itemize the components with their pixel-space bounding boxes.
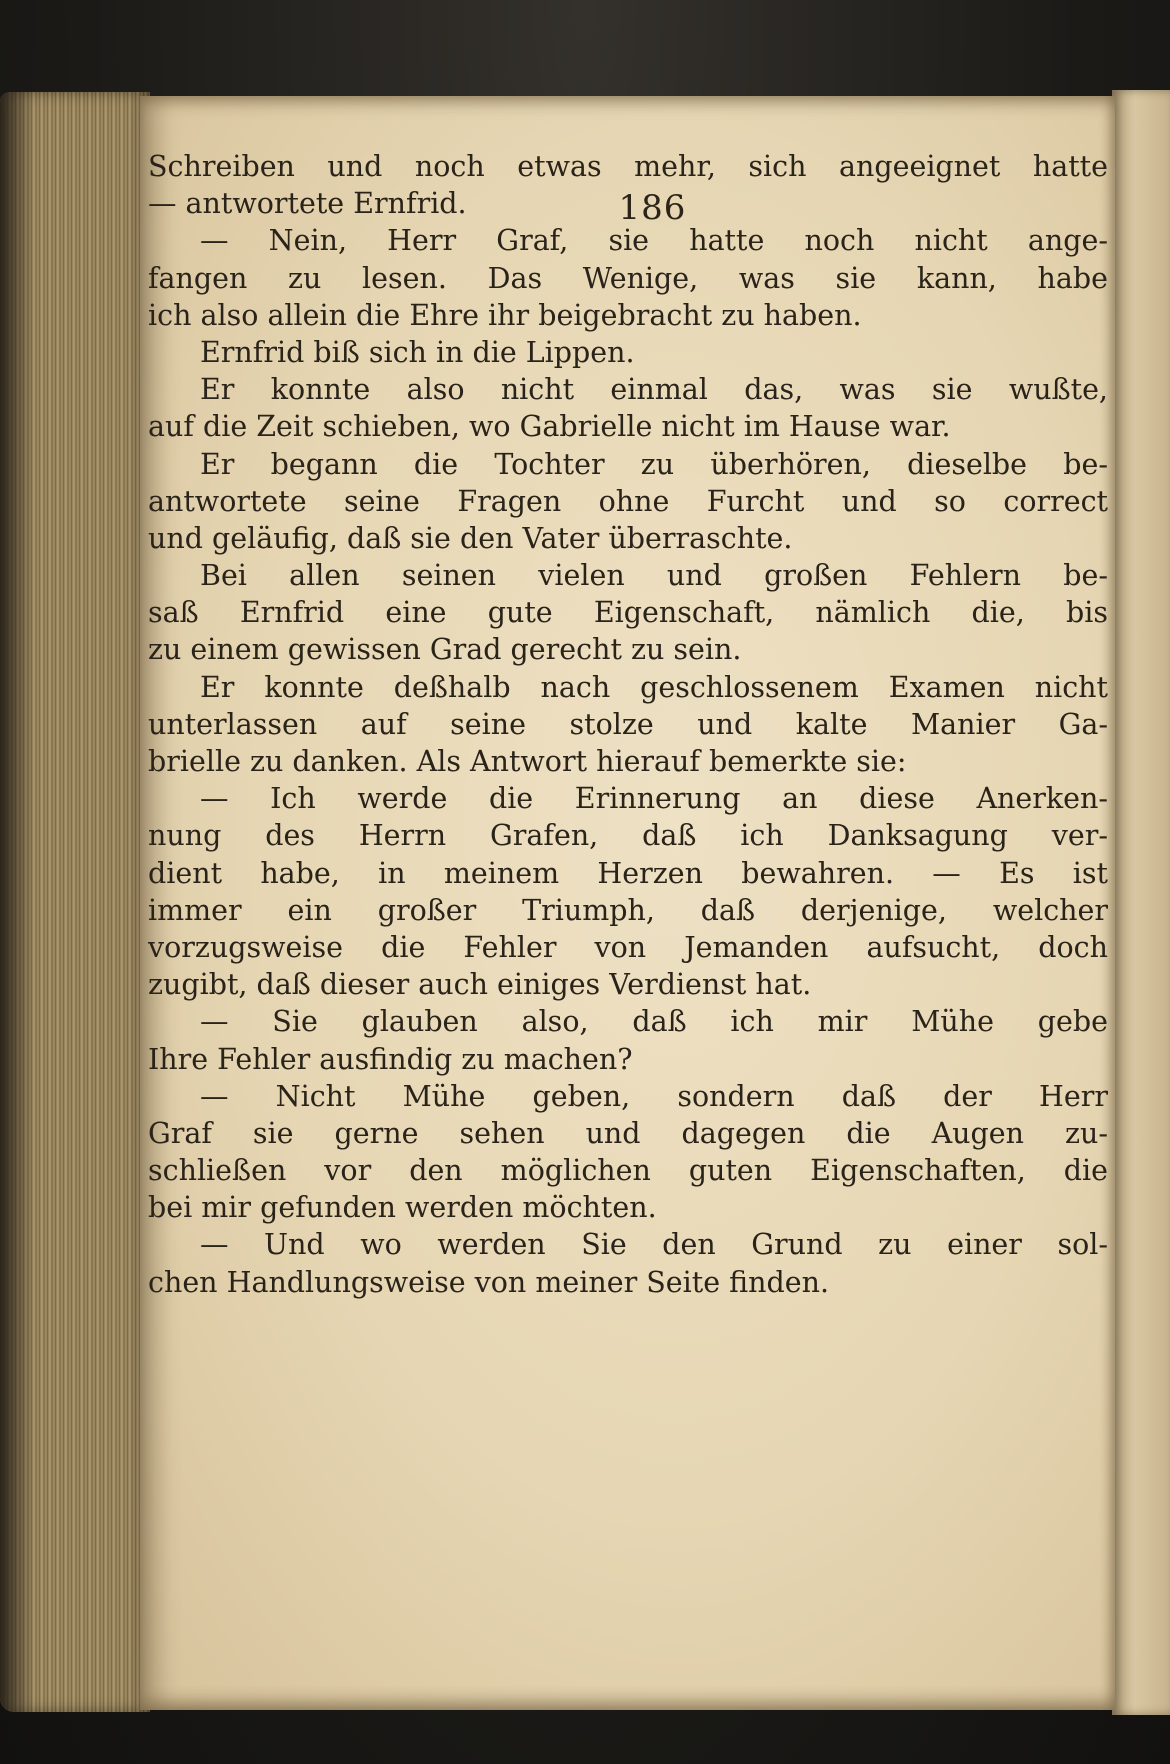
text-line: brielle zu danken. Als Antwort hierauf bemerkte sie: <box>148 745 907 778</box>
text-line: Graf sie gerne sehen und dagegen die Augen zu- <box>148 1116 1108 1150</box>
text-line: Er konnte also nicht einmal das, was sie wußte, <box>200 373 1108 407</box>
text-line: Bei allen seinen vielen und großen Fehlern be- <box>200 559 1108 593</box>
text-line: ich also allein die Ehre ihr beigebracht zu haben. <box>148 298 862 332</box>
text-line: unterlassen auf seine stolze und kalte Manier Ga- <box>148 707 1108 741</box>
text-line: antwortete seine Fragen ohne Furcht und so correct <box>148 484 1108 518</box>
text-line: zu einem gewissen Grad gerecht zu sein. <box>148 633 742 667</box>
text-line: vorzugsweise die Fehler von Jemanden aufsucht, doch <box>148 930 1108 964</box>
text-line: — Nein, Herr Graf, sie hatte noch nicht ange- <box>200 224 1108 258</box>
text-line: bei mir gefunden werden möchten. <box>148 1191 657 1225</box>
text-line: — Nicht Mühe geben, sondern daß der Herr <box>200 1079 1108 1113</box>
text-line: Ihre Fehler ausfindig zu machen? <box>148 1042 633 1076</box>
text-line: — Sie glauben also, daß ich mir Mühe gebe <box>200 1005 1108 1039</box>
text-line: Er konnte deßhalb nach geschlossenem Examen nicht <box>200 670 1108 704</box>
text-line: nung des Herrn Grafen, daß ich Danksagung ver- <box>148 819 1108 853</box>
text-line: und geläufig, daß sie den Vater überraschte. <box>148 521 793 555</box>
facing-page-edge <box>1112 90 1170 1715</box>
text-line: immer ein großer Triumph, daß derjenige, welcher <box>148 893 1108 927</box>
text-line: — Ich werde die Erinnerung an diese Anerken- <box>200 782 1108 816</box>
text-line: saß Ernfrid eine gute Eigenschaft, nämlich die, bis <box>148 596 1108 630</box>
page-text <box>148 148 1108 1301</box>
text-line: chen Handlungsweise von meiner Seite finden. <box>148 1265 830 1299</box>
text-line: fangen zu lesen. Das Wenige, was sie kann, habe <box>148 261 1108 295</box>
text-line: dient habe, in meinem Herzen bewahren. — Es ist <box>148 856 1108 890</box>
text-line: — Und wo werden Sie den Grund zu einer sol- <box>200 1228 1108 1262</box>
text-line: Schreiben und noch etwas mehr, sich angeeignet hatte <box>148 150 1108 183</box>
text-line: Ernfrid biß sich in die Lippen. <box>200 335 635 369</box>
text-line: zugibt, daß dieser auch einiges Verdienst hat. <box>148 968 812 1002</box>
text-line: — antwortete Ernfrid. <box>148 187 467 221</box>
page-number: 186 <box>618 188 687 228</box>
text-line: schließen vor den möglichen guten Eigenschaften, die <box>148 1154 1108 1188</box>
text-line: Er begann die Tochter zu überhören, dieselbe be- <box>200 447 1108 481</box>
book-page-edges <box>0 92 150 1712</box>
text-line: auf die Zeit schieben, wo Gabrielle nicht im Hause war. <box>148 410 951 444</box>
